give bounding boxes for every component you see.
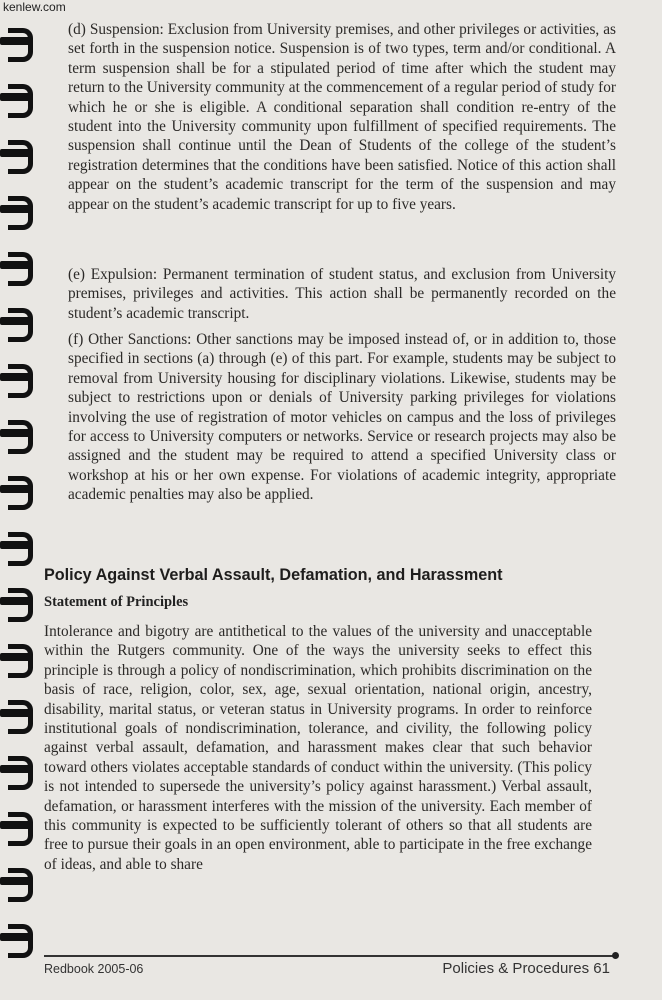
binding-ring — [0, 28, 36, 54]
binding-ring — [0, 644, 36, 670]
binding-ring — [0, 588, 36, 614]
binding-ring — [0, 812, 36, 838]
binding-ring — [0, 476, 36, 502]
suspension-paragraph: (d) Suspension: Exclusion from University premises, and other privileges or activities, as set forth in the suspension notice. Suspension is of two types, term and/or conditional. A term suspension shall be for a stipulated period of time after which the student may return to the University community at the commencement of a regular period of study for which he or she is eligible. A conditional separation shall condition re-entry of the student into the University community upon fulfillment of specified requirements. The suspension shall continue until the Dean of Students of the college of the student’s registration determines that the conditions have been satisfied. Notice of this action shall appear on the student’s academic transcript for the term of the suspension and may appear on the student’s academic transcript for up to five years. — [68, 21, 616, 213]
binding-ring — [0, 924, 36, 950]
footer-rule-end-dot — [612, 952, 619, 959]
section-title: Policy Against Verbal Assault, Defamation, and Harassment — [44, 566, 503, 584]
binding-ring — [0, 364, 36, 390]
binding-ring — [0, 700, 36, 726]
binding-ring — [0, 308, 36, 334]
watermark: kenlew.com — [3, 0, 66, 14]
section-subheading: Statement of Principles — [44, 594, 189, 610]
statement-of-principles-paragraph: Intolerance and bigotry are antithetical to the values of the university and unacceptable within the Rutgers community. One of the ways the university seeks to effect this principle is through a policy of nondiscrimination, which prohibits discrimination on the basis of race, religion, color, sex, age, sexual orientation, national origin, ancestry, disability, marital status, or veteran status in University programs. In order to reinforce institutional goals of nondiscrimination, tolerance, and civility, the following policy against verbal assault, defamation, and harassment makes clear that such behavior toward others violates acceptable standards of conduct within the university. (This policy is not intended to supersede the university’s policy against harassment.) Verbal assault, defamation, or harassment interferes with the mission of the university. Each member of this community is expected to be sufficiently tolerant of others so that all students are free to pursue their goals in an open environment, able to participate in the free exchange of ideas, and able to share — [44, 623, 592, 873]
spiral-binding — [0, 18, 40, 978]
footer-publication: Redbook 2005-06 — [44, 962, 144, 976]
binding-ring — [0, 420, 36, 446]
binding-ring — [0, 84, 36, 110]
binding-ring — [0, 868, 36, 894]
expulsion-paragraph: (e) Expulsion: Permanent termination of student status, and exclusion from University premises, privileges and activities. This action shall be permanently recorded on the student’s academic transcript. — [68, 266, 616, 322]
footer-page-label: Policies & Procedures 61 — [442, 960, 610, 977]
binding-ring — [0, 196, 36, 222]
binding-ring — [0, 252, 36, 278]
binding-ring — [0, 140, 36, 166]
footer-rule — [44, 955, 616, 957]
binding-ring — [0, 532, 36, 558]
other-sanctions-paragraph: (f) Other Sanctions: Other sanctions may be imposed instead of, or in addition to, those specified in sections (a) through (e) of this part. For example, students may be subject to removal from University housing for disciplinary violations. Likewise, students may be subject to restrictions upon or denials of University parking privileges for violations involving the use of registration of motor vehicles on campus and the loss of privileges for access to University computers or networks. Service or research projects may also be assigned and the student may be required to attend a specified University class or workshop at his or her own expense. For violations of academic integrity, appropriate academic penalties may also be applied. — [68, 331, 616, 504]
binding-ring — [0, 756, 36, 782]
